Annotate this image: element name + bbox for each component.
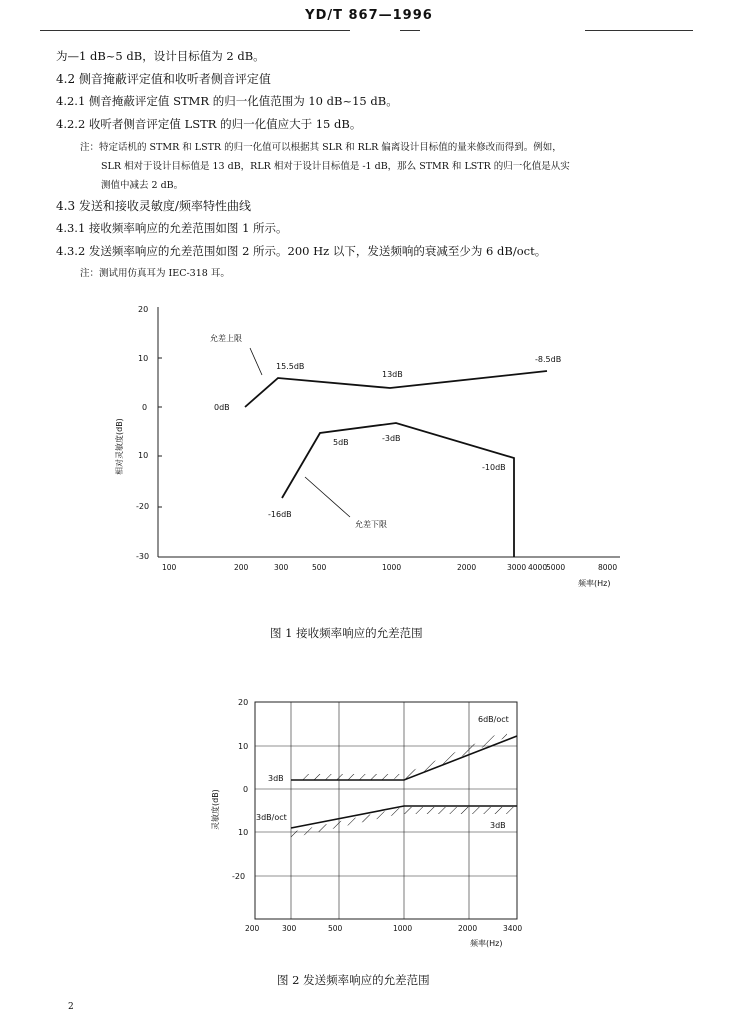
fig1-ytick-neg30: -30: [136, 552, 150, 561]
fig2-ylabel: 灵敏度(dB): [211, 789, 220, 830]
fig2-annot-3db-oct: 3dB/oct: [256, 813, 287, 822]
fig2-ytick-20: 20: [238, 698, 249, 707]
clause-4-2-1: 4.2.1 侧音掩蔽评定值 STMR 的归一化值范围为 10 dB~15 dB。: [56, 94, 398, 108]
fig2-xtick: 300: [282, 924, 297, 933]
fig1-xtick: 4000: [528, 563, 548, 572]
fig2-lower-hatch-flat: [404, 807, 517, 814]
section-4-3-heading: 4.3 发送和接收灵敏度/频率特性曲线: [56, 199, 251, 213]
header-rule-left: [40, 30, 350, 31]
figure-2-chart: [200, 690, 560, 960]
fig2-ytick-neg10: 10: [238, 828, 249, 837]
fig1-upper-label: 允差上限: [210, 334, 242, 343]
fig1-ytick-20: 20: [138, 305, 149, 314]
header-rule-mid: [400, 30, 420, 31]
header-rule-right: [585, 30, 693, 31]
fig1-xtick: 3000: [507, 563, 527, 572]
note-1-line-2: SLR 相对于设计目标值是 13 dB，RLR 相对于设计目标值是 -1 dB，那么 STMR 和 LSTR 的归一化值是从实: [101, 161, 570, 172]
fig2-xtick: 1000: [393, 924, 413, 933]
fig1-ytick-0: 0: [142, 403, 148, 412]
fig2-ytick-neg20: -20: [232, 872, 246, 881]
fig1-xtick: 200: [234, 563, 249, 572]
fig1-annot-upper-300: 15.5dB: [276, 362, 305, 371]
fig1-xtick: 8000: [598, 563, 618, 572]
document-header: YD/T 867—1996: [305, 8, 433, 23]
fig1-lower-label: 允差下限: [355, 520, 387, 529]
clause-4-2-2: 4.2.2 收听者侧音评定值 LSTR 的归一化值应大于 15 dB。: [56, 117, 362, 131]
fig1-ytick-10: 10: [138, 354, 149, 363]
fig1-xtick: 5000: [546, 563, 566, 572]
fig1-ylabel: 相对灵敏度(dB): [115, 418, 124, 475]
fig2-xlabel: 频率(Hz): [470, 939, 503, 948]
fig1-ytick-neg20: -20: [136, 502, 150, 511]
note-1-line-3: 测值中减去 2 dB。: [101, 180, 184, 191]
fig2-xtick: 2000: [458, 924, 478, 933]
fig2-xtick: 200: [245, 924, 260, 933]
fig2-upper-hatch-flat: [298, 774, 404, 780]
fig2-annot-6db-oct: 6dB/oct: [478, 715, 509, 724]
note-1-line-1: 注：特定话机的 STMR 和 LSTR 的归一化值可以根据其 SLR 和 RLR 偏离设计目标值的量来修改而得到。例如，: [80, 142, 562, 153]
fig2-xtick: 500: [328, 924, 343, 933]
fig1-xtick: 100: [162, 563, 177, 572]
fig1-lower-limit-line: [282, 423, 514, 557]
fig2-ytick-0: 0: [243, 785, 249, 794]
figure-1-chart: [100, 295, 640, 595]
fig1-lower-leader: [305, 477, 350, 517]
fig1-upper-leader: [250, 348, 262, 375]
fig2-xtick: 3400: [503, 924, 523, 933]
fig1-annot-lower-300: -16dB: [268, 510, 292, 519]
fig1-xtick: 1000: [382, 563, 402, 572]
paragraph-continuation: 为—1 dB~5 dB，设计目标值为 2 dB。: [56, 49, 265, 63]
fig1-xtick: 2000: [457, 563, 477, 572]
fig1-annot-lower-500: 5dB: [333, 438, 349, 447]
fig1-xtick: 300: [274, 563, 289, 572]
fig1-annot-0db: 0dB: [214, 403, 230, 412]
fig1-xlabel: 频率(Hz): [578, 579, 611, 588]
fig2-annot-lower-3db: 3dB: [490, 821, 506, 830]
fig2-ytick-10: 10: [238, 742, 249, 751]
clause-4-3-2: 4.3.2 发送频率响应的允差范围如图 2 所示。200 Hz 以下，发送频响的衰减至少为 6 dB/oct。: [56, 244, 547, 258]
fig1-annot-upper-4000: -8.5dB: [535, 355, 562, 364]
fig1-annot-lower-1000: -3dB: [382, 434, 401, 443]
fig2-annot-upper-3db: 3dB: [268, 774, 284, 783]
fig1-ytick-neg10: 10: [138, 451, 149, 460]
figure-2-caption: 图 2 发送频率响应的允差范围: [277, 973, 430, 987]
fig1-annot-upper-1000: 13dB: [382, 370, 403, 379]
fig1-xtick: 500: [312, 563, 327, 572]
page-number: 2: [68, 1002, 74, 1012]
note-2: 注：测试用仿真耳为 IEC-318 耳。: [80, 268, 230, 279]
section-4-2-heading: 4.2 侧音掩蔽评定值和收听者侧音评定值: [56, 72, 271, 86]
clause-4-3-1: 4.3.1 接收频率响应的允差范围如图 1 所示。: [56, 221, 288, 235]
fig2-lower-hatch-slope: [291, 807, 404, 838]
fig1-annot-lower-3000: -10dB: [482, 463, 506, 472]
figure-1-caption: 图 1 接收频率响应的允差范围: [270, 626, 423, 640]
